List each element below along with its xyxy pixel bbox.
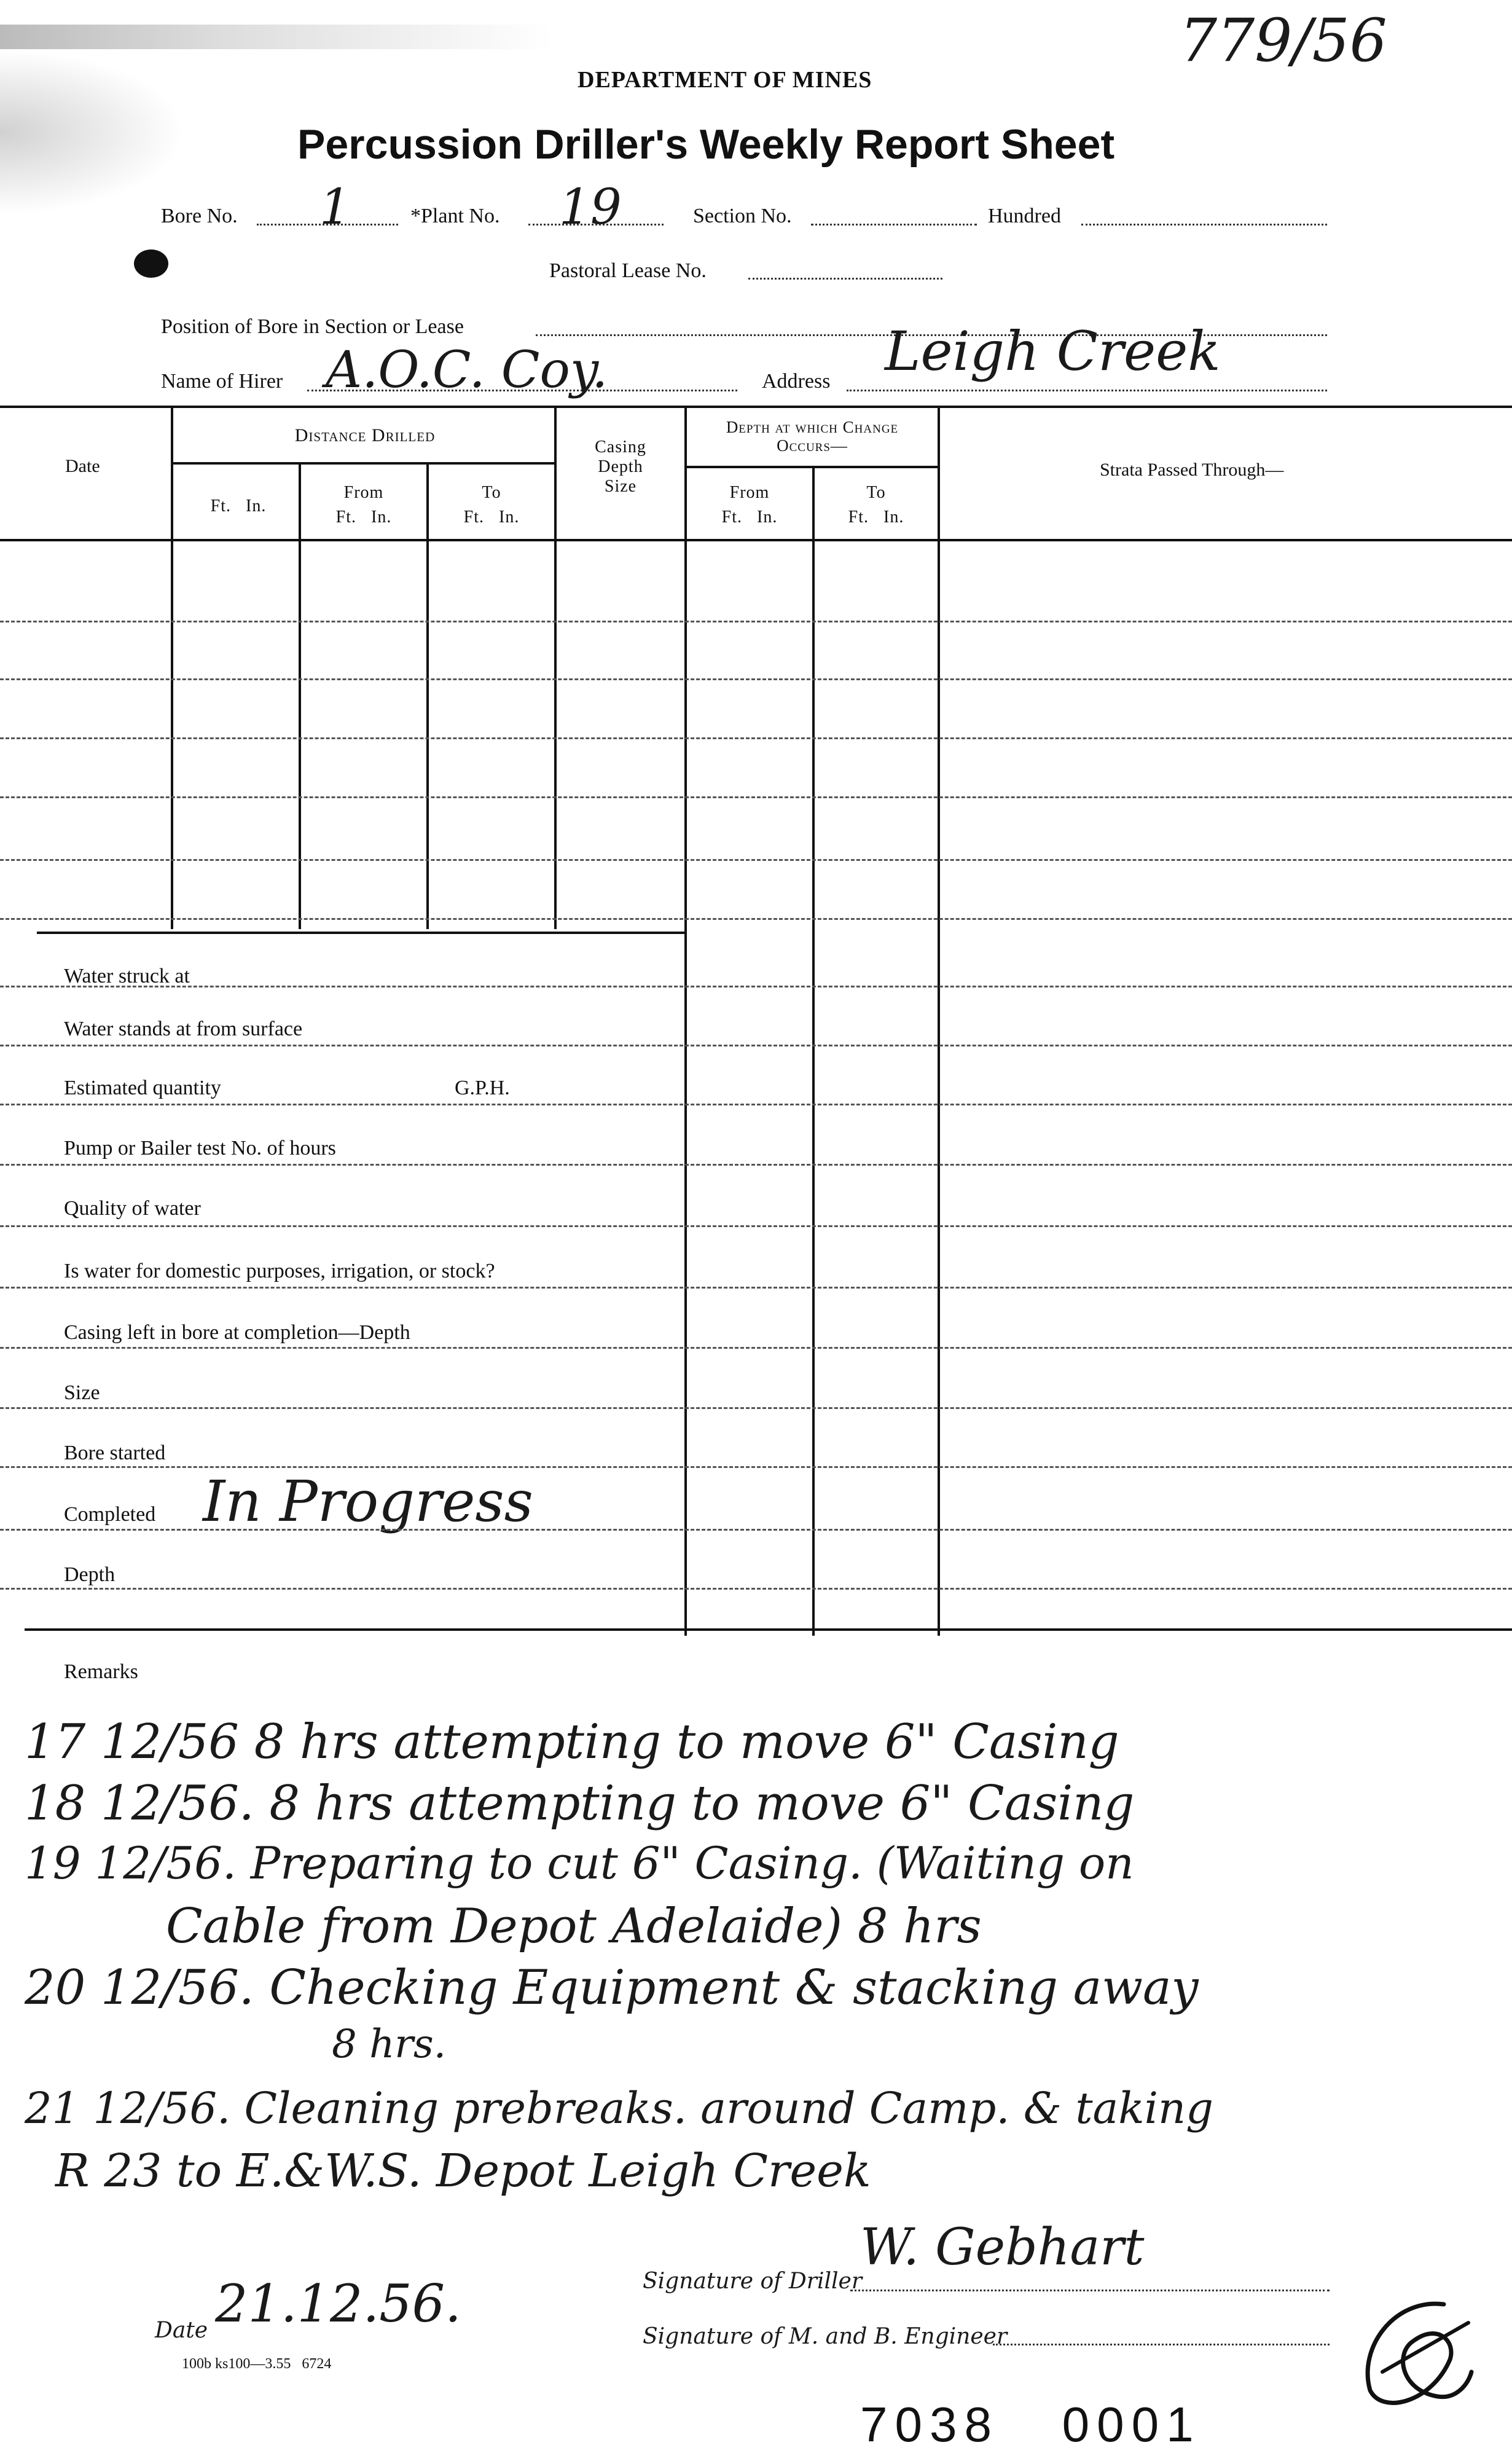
water-row-line — [0, 1529, 1512, 1531]
remarks-label: Remarks — [64, 1660, 138, 1683]
table-row-line — [0, 678, 1512, 680]
bore-no-label: Bore No. — [161, 205, 238, 227]
pump-test-label: Pump or Bailer test No. of hours — [64, 1137, 336, 1160]
file-reference: 779/56 — [1180, 6, 1387, 75]
completed-label: Completed — [64, 1503, 156, 1526]
size-label: Size — [64, 1381, 100, 1404]
col-line-6 — [812, 466, 815, 1636]
col-header-ft-in: Ft. In. — [210, 496, 267, 516]
remark-line: 19 12/56. Preparing to cut 6" Casing. (Waiting on — [25, 1837, 1134, 1889]
col-header-depth-change: Depth at which Change Occurs— — [726, 418, 899, 455]
water-row-line — [0, 1407, 1512, 1409]
col-header-change-from: From — [729, 483, 770, 502]
hundred-label: Hundred — [988, 205, 1061, 227]
table-row-line — [0, 859, 1512, 861]
punch-hole — [134, 249, 168, 278]
remark-line: 21 12/56. Cleaning prebreaks. around Camp. & taking — [25, 2083, 1213, 2133]
bore-no-value: 1 — [319, 178, 351, 235]
bore-started-label: Bore started — [64, 1442, 166, 1464]
col-header-change-to: To — [866, 483, 886, 502]
signature-engineer-line — [993, 2344, 1330, 2345]
water-row-line — [0, 1287, 1512, 1289]
col-header-change-from-ftin: Ft. In. — [721, 508, 778, 527]
table-header-bottom — [0, 539, 1512, 541]
col-header-date: Date — [65, 456, 100, 476]
depth-label: Depth — [64, 1563, 116, 1586]
casing-left-label: Casing left in bore at completion—Depth — [64, 1321, 410, 1344]
remark-line: 18 12/56. 8 hrs attempting to move 6" Casing — [25, 1776, 1135, 1831]
date-label: Date — [155, 2318, 208, 2343]
water-row-line — [0, 1347, 1512, 1349]
hundred-line — [1081, 224, 1327, 226]
table-row-line — [0, 621, 1512, 622]
pastoral-lease-label: Pastoral Lease No. — [549, 259, 707, 282]
water-row-line — [0, 986, 1512, 987]
remark-line: Cable from Depot Adelaide) 8 hrs — [166, 1899, 982, 1954]
col-header-change-to-ftin: Ft. In. — [848, 508, 904, 527]
distance-drilled-divider — [173, 462, 555, 465]
col-line-5 — [684, 407, 687, 1636]
scan-mark-left-edge — [0, 49, 184, 215]
water-row-line — [0, 1164, 1512, 1166]
page-title: Percussion Driller's Weekly Report Sheet — [297, 121, 1115, 168]
water-use-label: Is water for domestic purposes, irrigation, or stock? — [64, 1260, 495, 1282]
bottom-number: 7038 0001 — [860, 2397, 1201, 2452]
plant-no-value: 19 — [559, 178, 622, 235]
print-code: 100b ks100—3.55 6724 — [182, 2356, 332, 2372]
table-row-line — [0, 737, 1512, 739]
hirer-value: A.O.C. Coy. — [326, 341, 608, 399]
initials-mark — [1346, 2286, 1481, 2421]
signature-driller-value: W. Gebhart — [860, 2218, 1145, 2277]
department-heading: DEPARTMENT OF MINES — [578, 67, 872, 93]
signature-engineer-label: Signature of M. and B. Engineer — [643, 2324, 1008, 2349]
address-line — [847, 390, 1327, 391]
remark-line: 20 12/56. Checking Equipment & stacking away — [25, 1960, 1199, 2015]
col-header-from: From — [343, 483, 384, 502]
col-header-from-ftin: Ft. In. — [335, 508, 392, 527]
water-struck-label: Water struck at — [64, 965, 190, 987]
date-value: 21.12.56. — [215, 2274, 461, 2334]
position-label: Position of Bore in Section or Lease — [161, 315, 464, 338]
address-value: Leigh Creek — [885, 320, 1221, 383]
table-top-border — [0, 406, 1512, 408]
signature-driller-line — [850, 2290, 1330, 2291]
water-stands-label: Water stands at from surface — [64, 1018, 303, 1040]
remark-line: 8 hrs. — [332, 2022, 447, 2067]
col-header-to: To — [482, 483, 501, 502]
col-header-strata: Strata Passed Through— — [1100, 460, 1284, 480]
table-row-line — [0, 918, 1512, 920]
signature-driller-label: Signature of Driller — [643, 2269, 863, 2294]
table-row-line — [0, 796, 1512, 798]
remark-line: 17 12/56 8 hrs attempting to move 6" Casing — [25, 1714, 1119, 1770]
water-row-line — [0, 1104, 1512, 1105]
completed-value: In Progress — [203, 1469, 533, 1534]
scan-mark-top-left — [0, 25, 553, 49]
gph-label: G.P.H. — [455, 1077, 510, 1099]
water-row-line — [0, 1588, 1512, 1590]
remark-line: R 23 to E.&W.S. Depot Leigh Creek — [55, 2145, 871, 2197]
plant-no-label: *Plant No. — [410, 205, 500, 227]
col-line-7 — [938, 407, 940, 1636]
col-header-to-ftin: Ft. In. — [463, 508, 520, 527]
col-header-casing: Casing Depth Size — [595, 438, 646, 496]
estimated-quantity-label: Estimated quantity — [64, 1077, 221, 1099]
water-section-top — [37, 932, 686, 934]
pastoral-lease-line — [748, 278, 942, 280]
table-bottom-border — [25, 1628, 1512, 1631]
water-row-line — [0, 1466, 1512, 1468]
quality-label: Quality of water — [64, 1197, 201, 1220]
col-header-distance-drilled: Distance Drilled — [294, 425, 436, 445]
section-no-label: Section No. — [693, 205, 792, 227]
col-line-1 — [171, 407, 173, 929]
water-row-line — [0, 1045, 1512, 1046]
hirer-label: Name of Hirer — [161, 370, 283, 393]
water-row-line — [0, 1225, 1512, 1227]
address-label: Address — [762, 370, 831, 393]
section-no-line — [811, 224, 977, 226]
